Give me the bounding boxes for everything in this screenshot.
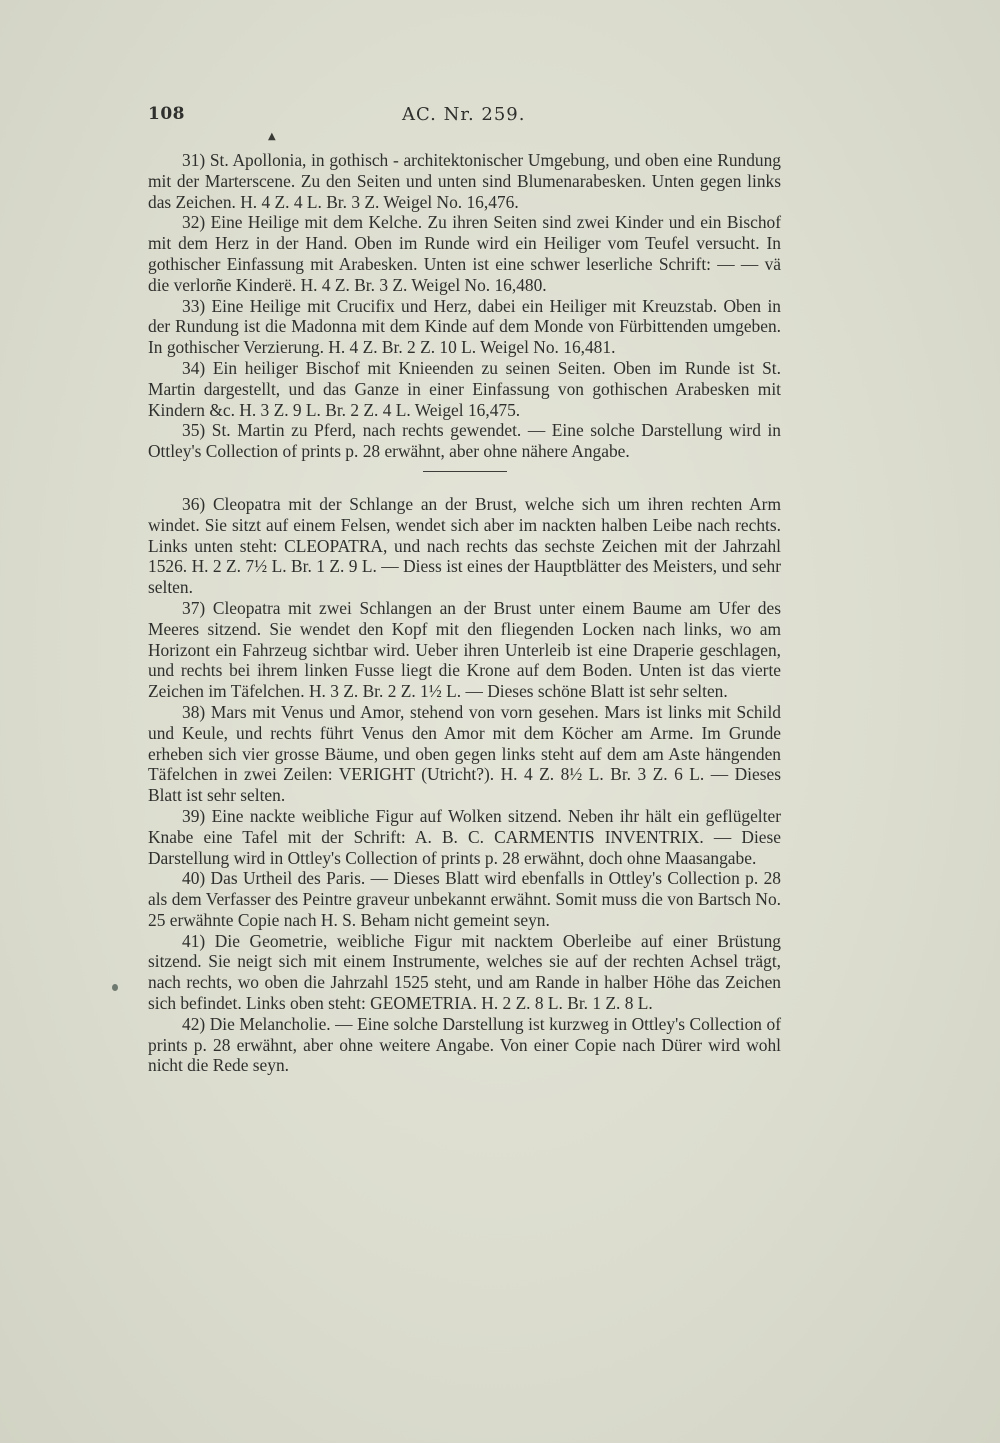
entries-before-divider bbox=[148, 150, 781, 462]
catalog-entry-p35: 35) St. Martin zu Pferd, nach rechts gewendet. — Eine solche Darstellung wird in Ottley's Collection of prints p. 28 erwähnt, aber ohne nähere Angabe. bbox=[148, 420, 781, 462]
catalog-entry-p42: 42) Die Melancholie. — Eine solche Darstellung ist kurzweg in Ottley's Collection of prints p. 28 erwähnt, aber ohne weitere Angabe. Von einer Copie nach Dürer wird wohl nicht die Rede seyn. bbox=[148, 1013, 781, 1076]
page-body bbox=[148, 150, 781, 1076]
section-divider bbox=[423, 471, 507, 472]
catalog-entry-p34: 34) Ein heiliger Bischof mit Knieenden zu seinen Seiten. Oben im Runde ist St. Martin dargestellt, und das Ganze in einer Einfassung von gothischen Arabesken mit Kindern &c. H. 3 Z. 9 L. Br. 2 Z. 4 L. Weigel 16,475. bbox=[148, 357, 781, 420]
entries-after-divider bbox=[148, 494, 781, 1076]
catalog-entry-p31: 31) St. Apollonia, in gothisch - architektonischer Umgebung, und oben eine Rundung mit der Marterscene. Zu den Seiten und unten sind Blumenarabesken. Unten gegen links das Zeichen. H. 4 Z. 4 L. Br. 3 Z. Weigel No. 16,476. bbox=[148, 150, 781, 212]
running-head: AC. Nr. 259. bbox=[402, 104, 526, 125]
catalog-entry-p40: 40) Das Urtheil des Paris. — Dieses Blatt wird ebenfalls in Ottley's Collection p. 28 als dem Verfasser des Peintre graveur unbekannt erwähnt. Somit muss die von Bartsch No. 25 erwähnte Copie nach H. S. Beham nicht gemeint seyn. bbox=[148, 868, 781, 930]
catalog-entry-p37: 37) Cleopatra mit zwei Schlangen an der Brust unter einem Baume am Ufer des Meeres sitzend. Sie wendet den Kopf mit den fliegenden Locken nach links, wo am Horizont ein Fahrzeug sichtbar wird. Ueber ihren Unterleib ist eine Draperie geschlagen, und rechts bei ihrem linken Fusse liegt die Krone auf dem Boden. Unten ist das vierte Zeichen im Täfelchen. H. 3 Z. Br. 2 Z. 1½ L. — Dieses schöne Blatt ist sehr selten. bbox=[148, 597, 781, 702]
catalog-entry-p36: 36) Cleopatra mit der Schlange an der Brust, welche sich um ihren rechten Arm windet. Sie sitzt auf einem Felsen, wendet sich aber im nackten halben Leibe nach rechts. Links unten steht: CLEOPATRA, und nach rechts das sechste Zeichen mit der Jahrzahl 1526. H. 2 Z. 7½ L. Br. 1 Z. 9 L. — Diess ist eines der Hauptblätter des Meisters, und sehr selten. bbox=[148, 493, 781, 598]
catalog-entry-p33: 33) Eine Heilige mit Crucifix und Herz, dabei ein Heiliger mit Kreuzstab. Oben in der Rundung ist die Madonna mit dem Kinde auf dem Monde von Fürbittenden umgeben. In gothischer Verzierung. H. 4 Z. Br. 2 Z. 10 L. Weigel No. 16,481. bbox=[148, 295, 781, 358]
page-number: 108 bbox=[148, 104, 185, 124]
stray-ink-mark: ▲ bbox=[268, 131, 276, 142]
catalog-entry-p39: 39) Eine nackte weibliche Figur auf Wolken sitzend. Neben ihr hält ein geflügelter Knabe eine Tafel mit der Schrift: A. B. C. CARMENTIS INVENTRIX. — Diese Darstellung wird in Ottley's Collection of prints p. 28 erwähnt, doch ohne Maasangabe. bbox=[148, 805, 781, 868]
margin-ink-dot bbox=[112, 984, 118, 991]
catalog-entry-p41: 41) Die Geometrie, weibliche Figur mit nacktem Oberleibe auf einer Brüstung sitzend. Sie neigt sich mit einem Instrumente, welches sie auf der rechten Achsel trägt, nach rechts, wo oben die Jahrzahl 1525 steht, und am Rande in halber Höhe das Zeichen sich befindet. Links oben steht: GEOMETRIA. H. 2 Z. 8 L. Br. 1 Z. 8 L. bbox=[148, 930, 781, 1014]
catalog-entry-p38: 38) Mars mit Venus und Amor, stehend von vorn gesehen. Mars ist links mit Schild und Keule, und rechts führt Venus den Amor mit dem Köcher am Arme. Im Grunde erheben sich vier grosse Bäume, und oben gegen links steht auf dem am Aste hängenden Täfelchen in zwei Zeilen: VERIGHT (Utricht?). H. 4 Z. 8½ L. Br. 3 Z. 6 L. — Dieses Blatt ist sehr selten. bbox=[148, 701, 781, 806]
catalog-entry-p32: 32) Eine Heilige mit dem Kelche. Zu ihren Seiten sind zwei Kinder und ein Bischof mit dem Herz in der Hand. Oben im Runde wird ein Heiliger vom Teufel versucht. In gothischer Einfassung mit Arabesken. Unten ist eine schwer leserliche Schrift: — — vä die verlorñe Kinderë. H. 4 Z. Br. 3 Z. Weigel No. 16,480. bbox=[148, 212, 781, 295]
